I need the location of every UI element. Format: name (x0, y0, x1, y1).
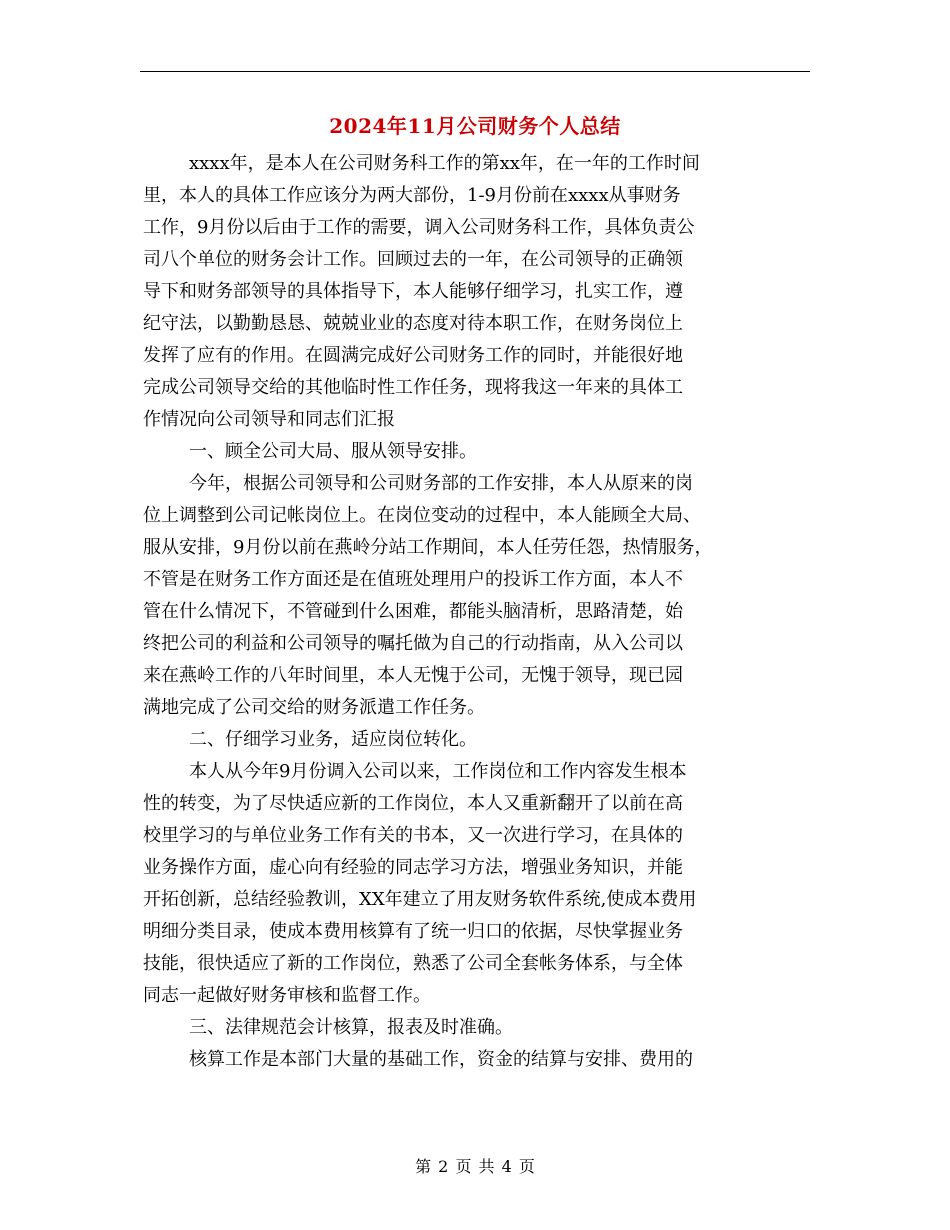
paragraph-line: 性的转变，为了尽快适应新的工作岗位，本人又重新翻开了以前在高 (143, 793, 683, 814)
paragraph-line: 来在燕岭工作的八年时间里，本人无愧于公司，无愧于领导，现已园 (143, 665, 683, 686)
paragraph-line: 工作，9月份以后由于工作的需要，调入公司财务科工作，具体负责公 (143, 217, 695, 238)
paragraph-first-line: xxxx年，是本人在公司财务科工作的第xx年，在一年的工作时间 (189, 153, 700, 174)
paragraph-line: 不管是在财务工作方面还是在值班处理用户的投诉工作方面，本人不 (143, 569, 683, 590)
paragraph-line: 明细分类目录，使成本费用核算有了统一归口的依据，尽快掌握业务 (143, 921, 683, 942)
paragraph-line: 管在什么情况下，不管碰到什么困难，都能头脑清析，思路清楚，始 (143, 601, 683, 622)
paragraph-line: 导下和财务部领导的具体指导下，本人能够仔细学习，扎实工作，遵 (143, 281, 683, 302)
document-body (143, 148, 833, 1076)
paragraph-first-line: 今年，根据公司领导和公司财务部的工作安排，本人从原来的岗 (189, 473, 693, 494)
paragraph-line: 满地完成了公司交给的财务派遣工作任务。 (143, 697, 485, 718)
header-rule (140, 71, 810, 72)
paragraph-line: 开拓创新，总结经验教训，XX年建立了用友财务软件系统,使成本费用 (143, 889, 697, 910)
paragraph-first-line: 三、法律规范会计核算，报表及时准确。 (189, 1017, 513, 1038)
paragraph-line: 作情况向公司领导和同志们汇报 (143, 409, 395, 430)
paragraph-line: 技能，很快适应了新的工作岗位，熟悉了公司全套帐务体系，与全体 (143, 953, 683, 974)
paragraph-line: 发挥了应有的作用。在圆满完成好公司财务工作的同时，并能很好地 (143, 345, 683, 366)
paragraph-line: 业务操作方面，虚心向有经验的同志学习方法，增强业务知识，并能 (143, 857, 683, 878)
paragraph-line: 完成公司领导交给的其他临时性工作任务，现将我这一年来的具体工 (143, 377, 683, 398)
paragraph-line: 同志一起做好财务审核和监督工作。 (143, 985, 431, 1006)
paragraph-line: 校里学习的与单位业务工作有关的书本，又一次进行学习，在具体的 (143, 825, 683, 846)
paragraph-line: 里，本人的具体工作应该分为两大部份，1-9月份前在xxxx从事财务 (143, 185, 681, 206)
paragraph-first-line: 核算工作是本部门大量的基础工作，资金的结算与安排、费用的 (189, 1049, 693, 1070)
paragraph-line: 终把公司的利益和公司领导的嘱托做为自己的行动指南，从入公司以 (143, 633, 683, 654)
paragraph-line: 位上调整到公司记帐岗位上。在岗位变动的过程中，本人能顾全大局、 (143, 505, 701, 526)
paragraph-line: 司八个单位的财务会计工作。回顾过去的一年，在公司领导的正确领 (143, 249, 683, 270)
document-title: 2024年11月公司财务个人总结 (329, 114, 621, 138)
paragraph-first-line: 本人从今年9月份调入公司以来，工作岗位和工作内容发生根本 (189, 761, 687, 782)
paragraph-line: 纪守法，以勤勤恳恳、兢兢业业的态度对待本职工作，在财务岗位上 (143, 313, 683, 334)
page-number-footer: 第 2 页 共 4 页 (415, 1157, 535, 1176)
paragraph-first-line: 一、顾全公司大局、服从领导安排。 (189, 441, 477, 462)
paragraph-first-line: 二、仔细学习业务，适应岗位转化。 (189, 729, 477, 750)
paragraph-line: 服从安排，9月份以前在燕岭分站工作期间，本人任劳任怨，热情服务， (143, 537, 713, 558)
